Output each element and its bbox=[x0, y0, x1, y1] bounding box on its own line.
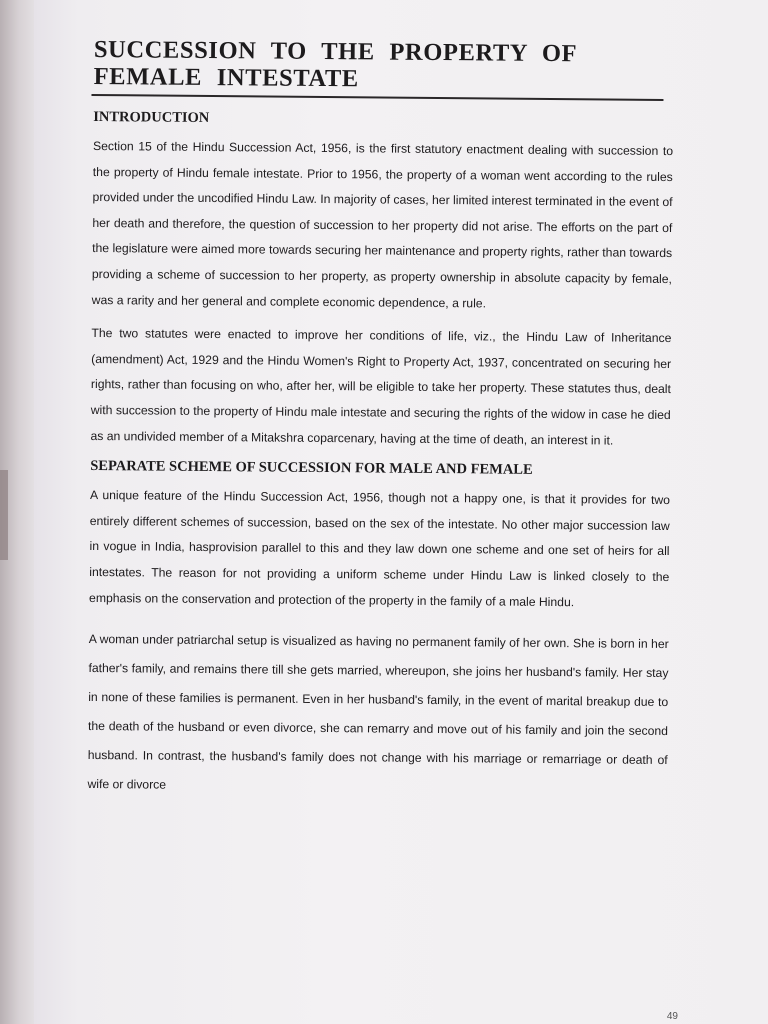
document-page bbox=[34, 0, 768, 1024]
title-underline bbox=[91, 94, 663, 101]
paragraph-scheme-2: A woman under patriarchal setup is visualized as having no permanent family of her own. She is born in her father's family, and remains there till she gets married, whereupon, she joins her husband's family. Her stay in none of these families is permanent. Even in her husband's family, in the event of marital breakup due to the death of the husband or even divorce, she can remarry and move out of his family and join the second husband. In contrast, the husband's family does not change with his marriage or remarriage or death of wife or divorce bbox=[87, 632, 669, 792]
paragraph-intro-1: Section 15 of the Hindu Succession Act, 1956, is the first statutory enactment dealing with succession to the property of Hindu female intestate. Prior to 1956, the property of a woman went according to the rules provided under the uncodified Hindu Law. In majority of cases, her limited interest terminated in the event of her death and therefore, the question of succession to her property did not arise. The efforts on the part of the legislature were aimed more towards securing her maintenance and property rights, rather than towards providing a scheme of succession to her property, as property ownership in absolute capacity by female, was a rarity and her general and complete economic dependence, a rule. bbox=[91, 138, 674, 310]
page-number: 49 bbox=[666, 1011, 678, 1022]
paragraph-scheme-1: A unique feature of the Hindu Succession Act, 1956, though not a happy one, is that it provides for two entirely different schemes of succession, based on the sex of the intestate. No other major succession law in vogue in India, hasprovision parallel to this and they law down one scheme and one set of heirs for all intestates. The reason for not providing a uniform scheme under Hindu Law is linked closely to the emphasis on the conservation and protection of the property in the family of a male Hindu. bbox=[89, 488, 671, 609]
document-content bbox=[87, 36, 674, 812]
spine-shadow bbox=[0, 470, 8, 560]
chapter-title: SUCCESSION TO THE PROPERTY OF FEMALE INTESTATE bbox=[93, 36, 577, 93]
paragraph-intro-2: The two statutes were enacted to improve her conditions of life, viz., the Hindu Law of Inheritance (amendment) Act, 1929 and the Hindu Women's Right to Property Act, 1937, concentrated on securing her rights, rather than focusing on who, after her, will be eligible to take her property. These statutes thus, dealt with succession to the property of Hindu male intestate and securing the rights of the widow in case he died as an undivided member of a Mitakshra coparcenary, having at the time of death, an interest in it. bbox=[90, 326, 672, 448]
section-heading-introduction: INTRODUCTION bbox=[93, 108, 210, 127]
section-heading-separate-scheme: SEPARATE SCHEME OF SUCCESSION FOR MALE AND FEMALE bbox=[90, 458, 533, 478]
